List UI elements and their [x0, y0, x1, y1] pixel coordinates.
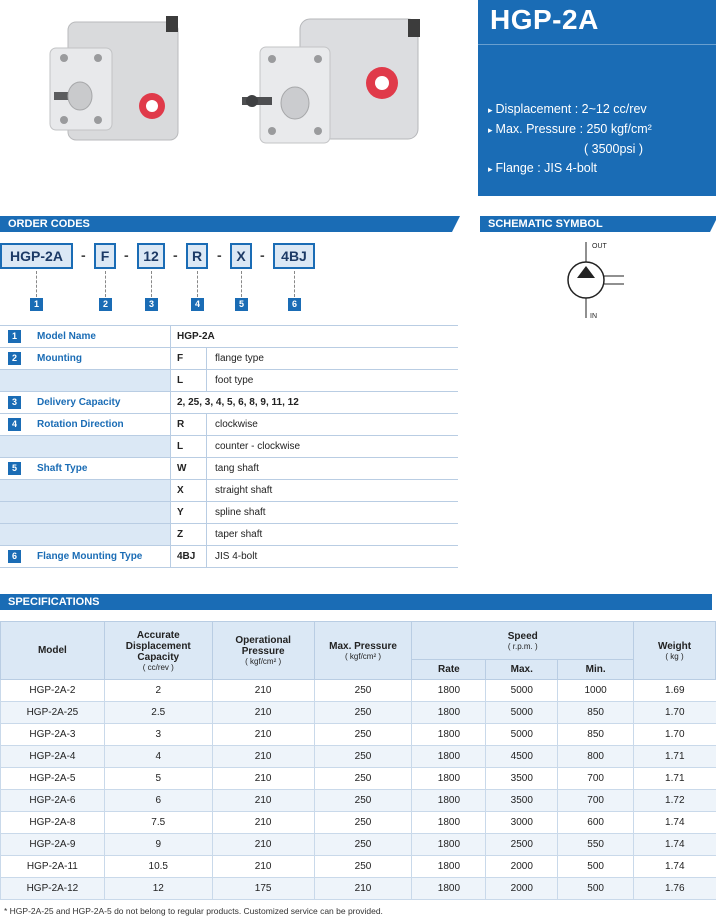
feature-list — [488, 100, 652, 179]
order-row-code: X — [170, 480, 206, 501]
order-row-code: 2, 25, 3, 4, 5, 6, 8, 9, 11, 12 — [170, 392, 299, 413]
order-row-label — [0, 436, 170, 457]
order-row-rotation — [0, 414, 458, 436]
spec-cell: 210 — [314, 878, 412, 900]
spec-cell: 1800 — [412, 746, 486, 768]
order-row-desc: counter - clockwise — [206, 436, 300, 457]
spec-cell: 1800 — [412, 790, 486, 812]
spec-cell: 700 — [558, 790, 634, 812]
bullet-icon: ▸ — [488, 105, 493, 115]
order-row-shaft-x — [0, 480, 458, 502]
feature-displacement: ▸ Displacement : 2~12 cc/rev — [488, 102, 647, 116]
spec-cell: 9 — [104, 834, 212, 856]
spec-cell: 850 — [558, 702, 634, 724]
spec-row — [1, 702, 716, 724]
order-row-code: Y — [170, 502, 206, 523]
header-speed: Speed ( r.p.m. ) — [412, 622, 634, 660]
spec-row — [1, 812, 716, 834]
leader-line — [241, 271, 242, 297]
code-box-flange: 4BJ — [273, 243, 315, 269]
order-row-code: L — [170, 370, 206, 391]
spec-cell: 6 — [104, 790, 212, 812]
spec-cell: 250 — [314, 812, 412, 834]
order-row-code: 4BJ — [170, 546, 206, 567]
code-box-mounting: F — [94, 243, 116, 269]
code-box-shaft: X — [230, 243, 252, 269]
order-row-code: L — [170, 436, 206, 457]
spec-cell: 1.69 — [634, 680, 716, 702]
spec-cell: 5 — [104, 768, 212, 790]
spec-row — [1, 878, 716, 900]
spec-cell: 210 — [212, 768, 314, 790]
order-row-flange — [0, 546, 458, 568]
spec-cell: 3500 — [486, 768, 558, 790]
header-model: Model — [1, 622, 105, 680]
spec-cell: 1800 — [412, 878, 486, 900]
order-row-desc: spline shaft — [206, 502, 266, 523]
code-dash: - — [81, 247, 86, 263]
spec-cell: 800 — [558, 746, 634, 768]
spec-cell: 2000 — [486, 878, 558, 900]
code-number-1: 1 — [30, 298, 43, 311]
code-box-rotation: R — [186, 243, 208, 269]
code-number-4: 4 — [191, 298, 204, 311]
code-dash: - — [217, 247, 222, 263]
spec-cell: 12 — [104, 878, 212, 900]
bullet-icon: ▸ — [488, 125, 493, 135]
order-row-mounting — [0, 348, 458, 370]
spec-cell: HGP-2A-6 — [1, 790, 105, 812]
leader-line — [294, 271, 295, 297]
spec-cell: 250 — [314, 790, 412, 812]
heading-notch — [452, 216, 460, 232]
spec-row — [1, 768, 716, 790]
spec-row — [1, 834, 716, 856]
spec-cell: 1.71 — [634, 746, 716, 768]
spec-cell: 210 — [212, 702, 314, 724]
spec-cell: 10.5 — [104, 856, 212, 878]
spec-cell: 1800 — [412, 768, 486, 790]
footnote: * HGP-2A-25 and HGP-2A-5 do not belong to regular products. Customized service can be provided. — [4, 906, 383, 916]
spec-cell: HGP-2A-4 — [1, 746, 105, 768]
order-row-shaft — [0, 458, 458, 480]
code-box-capacity: 12 — [137, 243, 165, 269]
spec-cell: 2.5 — [104, 702, 212, 724]
code-dash: - — [260, 247, 265, 263]
spec-cell: 250 — [314, 702, 412, 724]
spec-cell: 1.70 — [634, 702, 716, 724]
spec-cell: 1.70 — [634, 724, 716, 746]
specifications-body — [1, 680, 716, 900]
pump-photo-front — [40, 10, 190, 160]
spec-cell: 2000 — [486, 856, 558, 878]
order-row-desc: clockwise — [206, 414, 258, 435]
spec-cell: 4 — [104, 746, 212, 768]
order-row-label: 2 Mounting — [0, 348, 170, 369]
spec-cell: 1800 — [412, 724, 486, 746]
code-number-3: 3 — [145, 298, 158, 311]
order-row-shaft-y — [0, 502, 458, 524]
spec-cell: 1800 — [412, 680, 486, 702]
order-row-mounting-alt — [0, 370, 458, 392]
feature-flange: ▸ Flange : JIS 4-bolt — [488, 161, 597, 175]
schematic-in-label: IN — [590, 313, 597, 320]
spec-cell: HGP-2A-25 — [1, 702, 105, 724]
order-row-label — [0, 502, 170, 523]
leader-line — [151, 271, 152, 297]
order-row-label — [0, 370, 170, 391]
spec-cell: 2500 — [486, 834, 558, 856]
spec-cell: 1000 — [558, 680, 634, 702]
order-row-label — [0, 480, 170, 501]
spec-cell: 210 — [212, 746, 314, 768]
leader-line — [36, 271, 37, 297]
leader-line — [105, 271, 106, 297]
order-row-desc: foot type — [206, 370, 253, 391]
order-row-desc: flange type — [206, 348, 264, 369]
title-panel — [478, 0, 716, 196]
spec-cell: 600 — [558, 812, 634, 834]
header-weight: Weight ( kg ) — [634, 622, 716, 680]
spec-cell: 175 — [212, 878, 314, 900]
spec-cell: 3000 — [486, 812, 558, 834]
spec-cell: HGP-2A-5 — [1, 768, 105, 790]
order-code-diagram — [0, 243, 460, 271]
specifications-heading: SPECIFICATIONS — [0, 594, 712, 610]
spec-cell: 210 — [212, 834, 314, 856]
spec-cell: 1.74 — [634, 834, 716, 856]
spec-cell: 210 — [212, 724, 314, 746]
order-row-shaft-z — [0, 524, 458, 546]
spec-cell: 2 — [104, 680, 212, 702]
schematic-heading: SCHEMATIC SYMBOL — [480, 216, 710, 232]
spec-cell: 850 — [558, 724, 634, 746]
spec-cell: 7.5 — [104, 812, 212, 834]
spec-cell: 500 — [558, 856, 634, 878]
spec-cell: 1.72 — [634, 790, 716, 812]
title-divider — [478, 44, 716, 45]
spec-row — [1, 790, 716, 812]
code-dash: - — [124, 247, 129, 263]
order-row-label: 5 Shaft Type — [0, 458, 170, 479]
bullet-icon: ▸ — [488, 164, 493, 174]
spec-cell: 1800 — [412, 834, 486, 856]
spec-cell: 3 — [104, 724, 212, 746]
spec-cell: 250 — [314, 724, 412, 746]
spec-cell: HGP-2A-12 — [1, 878, 105, 900]
leader-line — [197, 271, 198, 297]
spec-cell: 5000 — [486, 724, 558, 746]
spec-row — [1, 856, 716, 878]
spec-row — [1, 680, 716, 702]
order-row-desc: taper shaft — [206, 524, 262, 545]
order-row-code: F — [170, 348, 206, 369]
spec-cell: 5000 — [486, 680, 558, 702]
spec-cell: 250 — [314, 768, 412, 790]
order-row-label: 1 Model Name — [0, 326, 170, 347]
spec-cell: HGP-2A-3 — [1, 724, 105, 746]
spec-cell: HGP-2A-11 — [1, 856, 105, 878]
code-dash: - — [173, 247, 178, 263]
spec-cell: 700 — [558, 768, 634, 790]
feature-psi: ( 3500psi ) — [584, 142, 644, 156]
header-max-pressure: Max. Pressure ( kgf/cm² ) — [314, 622, 412, 680]
spec-cell: 550 — [558, 834, 634, 856]
spec-cell: 250 — [314, 680, 412, 702]
heading-notch — [710, 216, 716, 232]
code-number-2: 2 — [99, 298, 112, 311]
spec-cell: 1800 — [412, 702, 486, 724]
spec-cell: 1.74 — [634, 856, 716, 878]
header-capacity: Accurate Displacement Capacity ( cc/rev ) — [104, 622, 212, 680]
pump-schematic-symbol — [540, 236, 650, 326]
specifications-table — [0, 621, 716, 900]
product-title: HGP-2A — [490, 4, 599, 35]
order-row-desc: straight shaft — [206, 480, 272, 501]
order-row-desc: tang shaft — [206, 458, 259, 479]
spec-cell: 1.74 — [634, 812, 716, 834]
spec-cell: 1800 — [412, 856, 486, 878]
spec-row — [1, 724, 716, 746]
header-min: Min. — [558, 660, 634, 680]
spec-cell: 1.76 — [634, 878, 716, 900]
order-codes-heading: ORDER CODES — [0, 216, 452, 232]
order-row-label: 3 Delivery Capacity — [0, 392, 170, 413]
code-number-6: 6 — [288, 298, 301, 311]
header-max: Max. — [486, 660, 558, 680]
spec-cell: 1800 — [412, 812, 486, 834]
spec-cell: 250 — [314, 856, 412, 878]
spec-cell: 3500 — [486, 790, 558, 812]
code-number-5: 5 — [235, 298, 248, 311]
header-op-pressure: Operational Pressure ( kgf/cm² ) — [212, 622, 314, 680]
spec-cell: HGP-2A-2 — [1, 680, 105, 702]
spec-cell: 210 — [212, 680, 314, 702]
pump-photo-angled — [240, 5, 430, 175]
spec-row — [1, 746, 716, 768]
spec-cell: 5000 — [486, 702, 558, 724]
order-row-code: R — [170, 414, 206, 435]
order-row-capacity — [0, 392, 458, 414]
spec-cell: 1.71 — [634, 768, 716, 790]
spec-cell: 250 — [314, 834, 412, 856]
order-row-model — [0, 326, 458, 348]
spec-cell: HGP-2A-8 — [1, 812, 105, 834]
spec-cell: 4500 — [486, 746, 558, 768]
order-row-code: HGP-2A — [170, 326, 215, 347]
order-row-code: Z — [170, 524, 206, 545]
order-row-code: W — [170, 458, 206, 479]
order-row-desc: JIS 4-bolt — [206, 546, 257, 567]
header-rate: Rate — [412, 660, 486, 680]
code-box-model: HGP-2A — [0, 243, 73, 269]
order-row-label: 4 Rotation Direction — [0, 414, 170, 435]
spec-cell: HGP-2A-9 — [1, 834, 105, 856]
spec-cell: 250 — [314, 746, 412, 768]
order-row-label — [0, 524, 170, 545]
spec-cell: 500 — [558, 878, 634, 900]
feature-max-pressure: ▸ Max. Pressure : 250 kgf/cm² — [488, 122, 652, 136]
spec-cell: 210 — [212, 812, 314, 834]
schematic-out-label: OUT — [592, 243, 607, 250]
order-row-rotation-alt — [0, 436, 458, 458]
order-row-label: 6 Flange Mounting Type — [0, 546, 170, 567]
spec-cell: 210 — [212, 790, 314, 812]
spec-cell: 210 — [212, 856, 314, 878]
